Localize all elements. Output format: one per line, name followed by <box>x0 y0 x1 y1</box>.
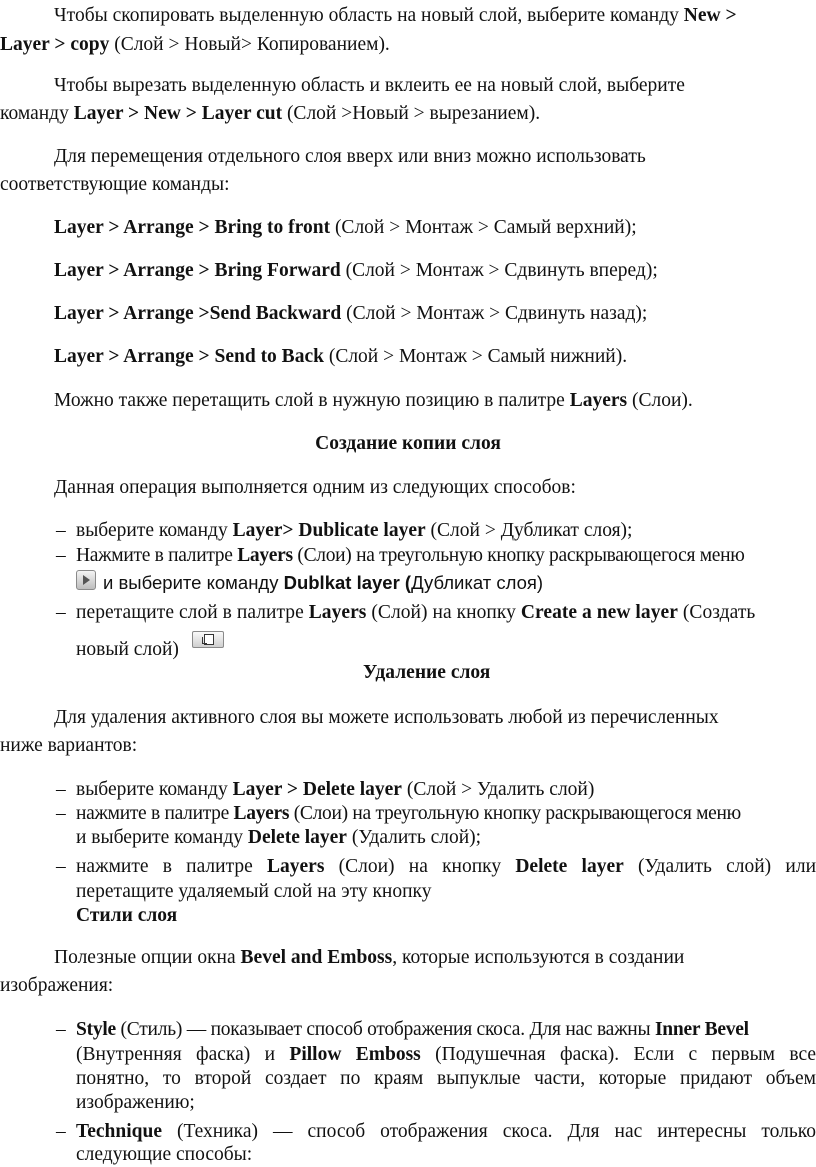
paragraph-cut-line-2 <box>0 102 540 126</box>
text: нажмите в палитре <box>76 803 234 824</box>
text: (Слой > Дубликат слоя); <box>425 520 633 541</box>
list-dash: – <box>56 1121 66 1142</box>
text: (Слой) на кнопку <box>366 602 521 623</box>
text: и выберите команду <box>103 572 284 593</box>
list-item-continued <box>76 826 481 850</box>
term-text: Style <box>76 1019 116 1040</box>
text: (Создать <box>677 602 756 623</box>
text: Нажмите в палитре <box>76 545 238 566</box>
heading-copy-layer <box>0 432 816 456</box>
text: Полезные опции окна <box>54 947 241 968</box>
text: команду <box>0 103 74 124</box>
paragraph-copy-line-2 <box>0 33 390 57</box>
list-dash: – <box>56 856 66 877</box>
command-text: Create a new layer <box>520 602 678 623</box>
list-item-continued: изображению; <box>76 1092 195 1113</box>
list-dash: – <box>56 779 66 800</box>
paragraph-bevel-line-2: изображения: <box>0 975 114 996</box>
text: нажмите в палитре <box>76 856 267 877</box>
palette-menu-icon <box>76 570 96 590</box>
paragraph-move-line-2: соответствующие команды: <box>0 174 230 195</box>
command-text: Layers <box>308 602 367 623</box>
text: (Слои) на кнопку <box>324 856 516 877</box>
heading-text: Стили слоя <box>76 905 178 926</box>
command-text: Layers <box>569 390 628 411</box>
new-layer-icon <box>192 631 224 648</box>
command-text: Layers <box>233 803 290 824</box>
command-text: Delete layer <box>515 856 624 877</box>
command-text: Layer > Arrange > Send to Back <box>54 346 324 367</box>
list-item-continued: понятно, то второй создает по краям выпуклые части, которые придают объем <box>76 1068 816 1089</box>
list-item-continued: следующие способы: <box>76 1144 253 1165</box>
heading-text: Удаление слоя <box>363 662 491 683</box>
command-text: Layer > New > Layer cut <box>73 103 283 124</box>
paragraph-delete-line-1: Для удаления активного слоя вы можете использовать любой из перечисленных <box>54 707 719 728</box>
command-text: Delete layer <box>247 827 347 848</box>
command-text: Layer > Arrange > Bring Forward <box>54 260 341 281</box>
list-item-continued <box>103 571 543 595</box>
text: (Слой > Монтаж > Сдвинуть вперед); <box>340 260 658 281</box>
text: (Слой >Новый > вырезанием). <box>282 103 541 124</box>
command-text: Layers <box>267 856 325 877</box>
text: (Слой > Монтаж > Самый нижний). <box>323 346 628 367</box>
text: (Слой > Удалить слой) <box>401 779 595 800</box>
list-dash: – <box>56 545 66 566</box>
list-dash: – <box>56 520 66 541</box>
text: (Внутренняя фаска) и <box>76 1044 290 1065</box>
list-dash: – <box>56 602 66 623</box>
paragraph-drag <box>54 389 693 413</box>
command-line <box>54 302 647 326</box>
text: и выберите команду <box>76 827 248 848</box>
command-text: Layer> Dublicate layer <box>232 520 426 541</box>
command-line <box>54 259 658 283</box>
text: перетащите слой в палитре <box>76 602 309 623</box>
list-dash: – <box>56 1019 66 1040</box>
command-text: Bevel and Emboss <box>240 947 393 968</box>
heading-text: Создание копии слоя <box>315 433 501 454</box>
command-text: Layer > copy <box>0 34 110 55</box>
heading-delete-layer <box>363 661 490 685</box>
text: (Удалить слой) или <box>623 856 816 877</box>
paragraph-delete-line-2: ниже вариантов: <box>0 735 138 756</box>
command-text: Layers <box>237 545 293 566</box>
command-text: New > <box>683 5 737 26</box>
paragraph-cut-line-1: Чтобы вырезать выделенную область и вклеить ее на новый слой, выберите <box>54 75 685 96</box>
text: (Удалить слой); <box>346 827 482 848</box>
command-line <box>54 345 627 369</box>
heading-layer-styles <box>76 904 177 928</box>
text: выберите команду <box>76 779 233 800</box>
paragraph-copy-line-1 <box>54 4 816 28</box>
command-text: Layer > Delete layer <box>232 779 402 800</box>
command-line <box>54 216 637 240</box>
term-text: Pillow Emboss <box>289 1044 421 1065</box>
list-item-continued: новый слой) <box>76 639 179 660</box>
term-text: Inner Bevel <box>654 1019 749 1040</box>
text: , которые используются в создании <box>392 947 685 968</box>
text: выберите команду <box>76 520 233 541</box>
text: (Слой > Новый> Копированием). <box>109 34 390 55</box>
text: Можно также перетащить слой в нужную позицию в палитре <box>54 390 570 411</box>
command-text: Dublkat layer ( <box>283 572 412 593</box>
text: (Подушечная фаска). Если с первым все <box>420 1044 816 1065</box>
text: Дубликат слоя) <box>411 572 544 593</box>
paragraph-bevel-line-1 <box>54 946 684 970</box>
text: (Слои) на треугольную кнопку раскрывающегося меню <box>289 803 741 824</box>
term-text: Technique <box>76 1121 162 1142</box>
list-dash: – <box>56 803 66 824</box>
text: (Слой > Монтаж > Сдвинуть назад); <box>341 303 648 324</box>
command-text: Layer > Arrange >Send Backward <box>54 303 342 324</box>
text: (Слой > Монтаж > Самый верхний); <box>330 217 637 238</box>
command-text: Layer > Arrange > Bring to front <box>54 217 331 238</box>
text: (Слои). <box>627 390 693 411</box>
paragraph-methods: Данная операция выполняется одним из следующих способов: <box>54 477 576 498</box>
paragraph-move-line-1: Для перемещения отдельного слоя вверх или вниз можно использовать <box>54 146 646 167</box>
list-item-continued: перетащите удаляемый слой на эту кнопку <box>76 881 432 902</box>
text: (Техника) — способ отображения скоса. Для нас интересны только <box>161 1121 816 1142</box>
text: (Слои) на треугольную кнопку раскрывающегося меню <box>292 545 745 566</box>
text: (Стиль) — показывает способ отображения скоса. Для нас важны <box>115 1019 655 1040</box>
text: Чтобы скопировать выделенную область на новый слой, выберите команду <box>54 5 684 26</box>
list-item-continued <box>76 1043 816 1067</box>
